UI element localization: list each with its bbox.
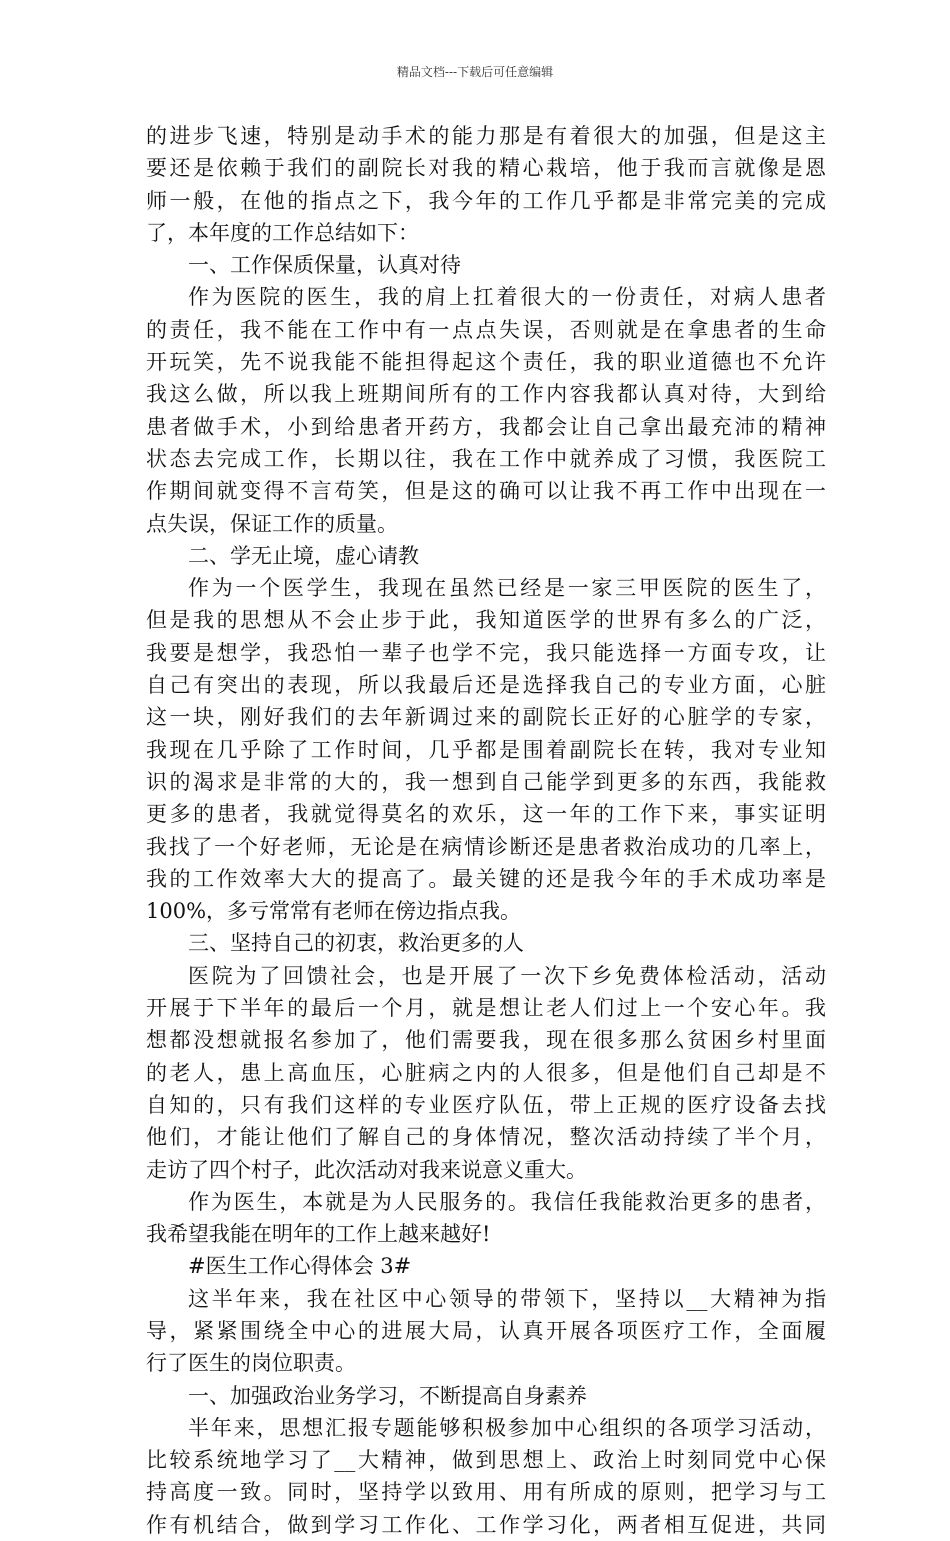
text-line: 我希望我能在明年的工作上越来越好! <box>146 1222 491 1247</box>
text-line: 二、学无止境，虚心请教 <box>188 543 419 568</box>
text-line: 开展于下半年的最后一个月，就是想让老人们过上一个安心年。我 <box>146 996 826 1021</box>
text-line: 患者做手术，小到给患者开药方，我都会让自己拿出最充沛的精神 <box>146 414 826 439</box>
text-line: 作为医院的医生，我的肩上扛着很大的一份责任，对病人患者 <box>188 285 826 310</box>
text-line: 作有机结合，做到学习工作化、工作学习化，两者相互促进，共同 <box>146 1512 826 1537</box>
text-line: 医院为了回馈社会，也是开展了一次下乡免费体检活动，活动 <box>188 963 826 988</box>
text-line: 开玩笑，先不说我能不能担得起这个责任，我的职业道德也不允许 <box>146 350 826 375</box>
text-line: 比较系统地学习了__大精神，做到思想上、政治上时刻同党中心保 <box>146 1448 826 1473</box>
text-line: 了，本年度的工作总结如下： <box>146 220 419 245</box>
document-body <box>146 120 826 1541</box>
text-line: 这半年来，我在社区中心领导的带领下，坚持以__大精神为指 <box>188 1286 826 1311</box>
text-line: 一、工作保质保量，认真对待 <box>188 253 461 278</box>
text-line: 半年来，思想汇报专题能够积极参加中心组织的各项学习活动， <box>188 1415 826 1440</box>
text-line: 导，紧紧围绕全中心的进展大局，认真开展各项医疗工作，全面履 <box>146 1318 826 1343</box>
text-line: 他们，才能让他们了解自己的身体情况，整次活动持续了半个月， <box>146 1125 826 1150</box>
text-line: 的老人，患上高血压，心脏病之内的人很多，但是他们自己却是不 <box>146 1060 826 1085</box>
text-line: 作期间就变得不言苟笑，但是这的确可以让我不再工作中出现在一 <box>146 479 826 504</box>
text-line: #医生工作心得体会 3# <box>188 1254 412 1279</box>
text-line: 作为医生，本就是为人民服务的。我信任我能救治更多的患者， <box>188 1189 826 1214</box>
page-header: 精品文档---下载后可任意编辑 <box>396 65 554 79</box>
text-line: 更多的患者，我就觉得莫名的欢乐，这一年的工作下来，事实证明 <box>146 802 826 827</box>
text-line: 100%，多亏常常有老师在傍边指点我。 <box>146 899 522 924</box>
text-line: 师一般，在他的指点之下，我今年的工作几乎都是非常完美的完成 <box>146 188 826 213</box>
text-line: 点失误，保证工作的质量。 <box>146 511 398 536</box>
text-line: 我这么做，所以我上班期间所有的工作内容我都认真对待，大到给 <box>146 382 826 407</box>
text-line: 我要是想学，我恐怕一辈子也学不完，我只能选择一方面专攻，让 <box>146 640 826 665</box>
text-line: 自己有突出的表现，所以我最后还是选择我自己的专业方面，心脏 <box>146 673 826 698</box>
text-line: 的责任，我不能在工作中有一点点失误，否则就是在拿患者的生命 <box>146 317 826 342</box>
text-line: 作为一个医学生，我现在虽然已经是一家三甲医院的医生了， <box>188 576 826 601</box>
text-line: 但是我的思想从不会止步于此，我知道医学的世界有多么的广泛， <box>146 608 826 633</box>
text-line: 这一块，刚好我们的去年新调过来的副院长正好的心脏学的专家， <box>146 705 826 730</box>
text-line: 状态去完成工作，长期以往，我在工作中就养成了习惯，我医院工 <box>146 446 826 471</box>
text-line: 我找了一个好老师，无论是在病情诊断还是患者救治成功的几率上， <box>146 834 826 859</box>
text-line: 要还是依赖于我们的副院长对我的精心栽培，他于我而言就像是恩 <box>146 156 826 181</box>
text-line: 想都没想就报名参加了，他们需要我，现在很多那么贫困乡村里面 <box>146 1028 826 1053</box>
text-line: 的进步飞速，特别是动手术的能力那是有着很大的加强，但是这主 <box>146 124 826 148</box>
text-line: 走访了四个村子，此次活动对我来说意义重大。 <box>146 1157 587 1182</box>
text-line: 行了医生的岗位职责。 <box>146 1351 356 1376</box>
text-line: 我的工作效率大大的提高了。最关键的还是我今年的手术成功率是 <box>146 866 826 891</box>
text-line: 识的渴求是非常的大的，我一想到自己能学到更多的东西，我能救 <box>146 769 826 794</box>
text-line: 自知的，只有我们这样的专业医疗队伍，带上正规的医疗设备去找 <box>146 1092 826 1117</box>
text-line: 持高度一致。同时，坚持学以致用、用有所成的原则，把学习与工 <box>146 1480 826 1505</box>
text-line: 三、坚持自己的初衷，救治更多的人 <box>188 931 524 956</box>
text-line: 一、加强政治业务学习，不断提高自身素养 <box>188 1383 587 1408</box>
text-line: 我现在几乎除了工作时间，几乎都是围着副院长在转，我对专业知 <box>146 737 826 762</box>
